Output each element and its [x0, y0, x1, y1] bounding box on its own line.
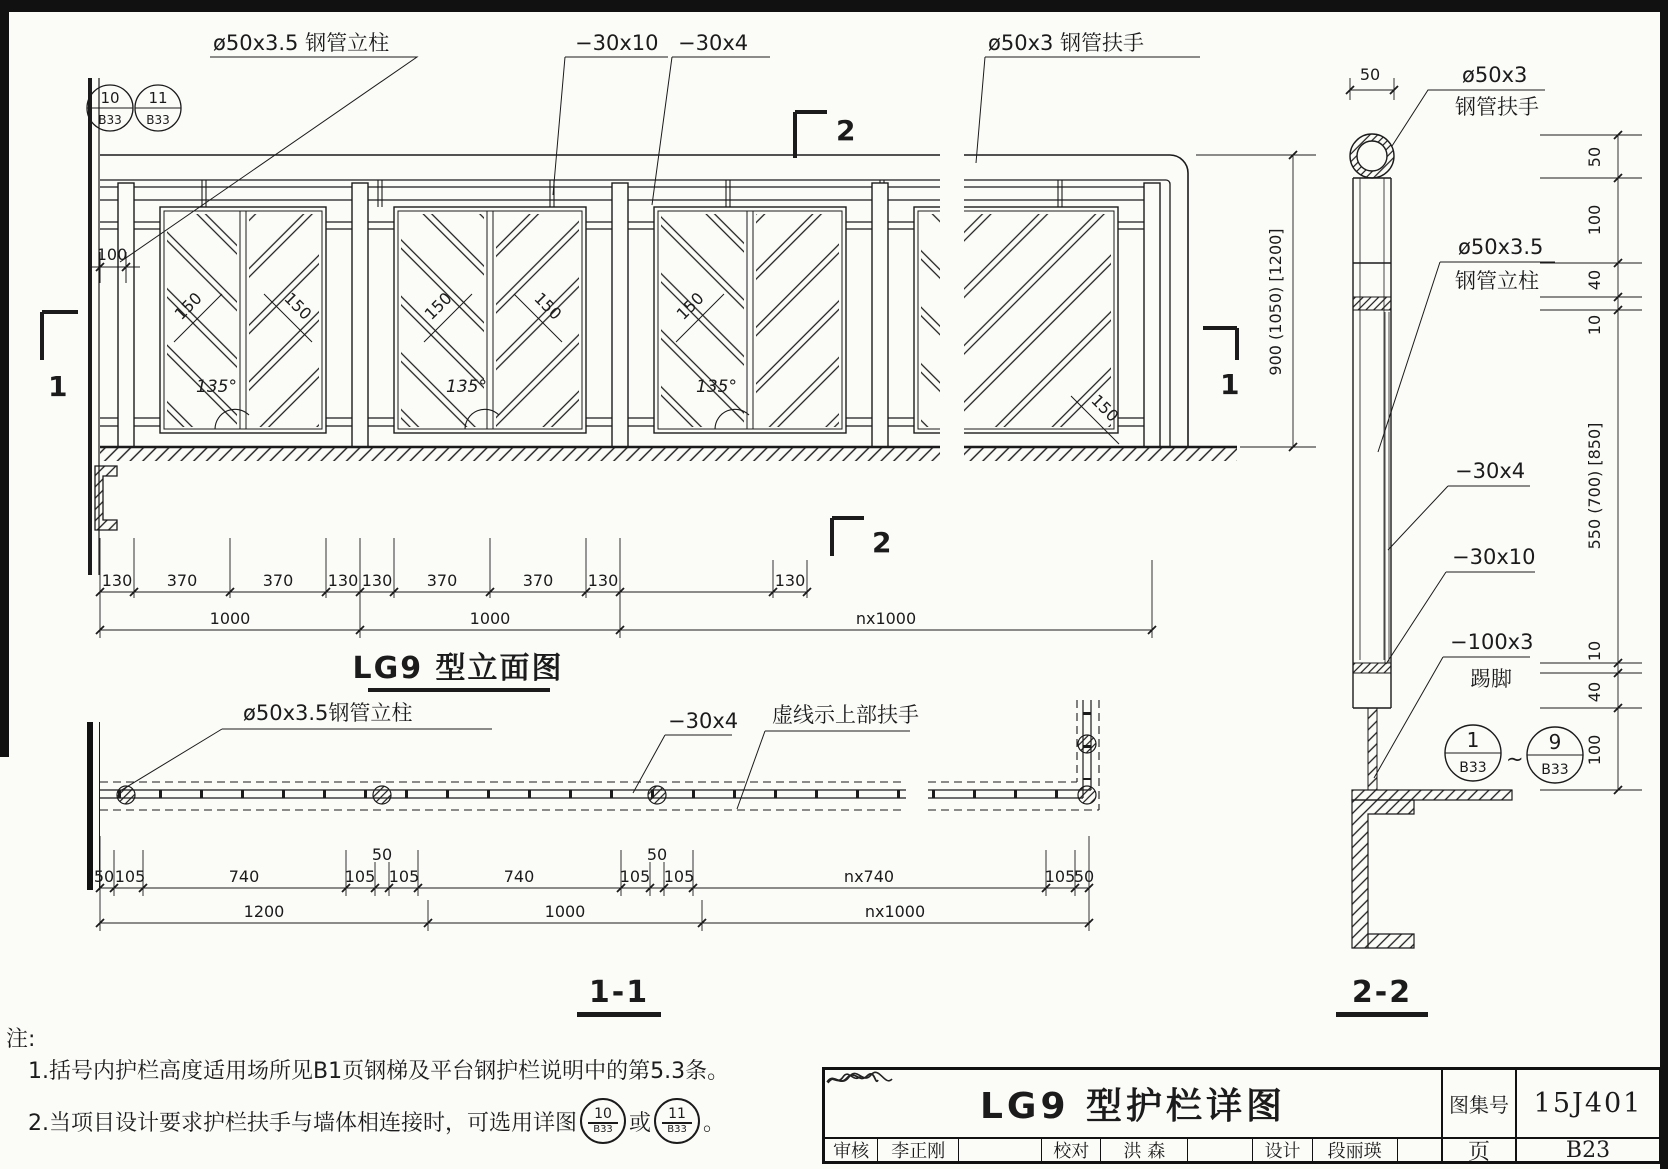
dim: 370: [166, 571, 198, 590]
dim: 130: [327, 571, 359, 590]
dim: nx740: [843, 867, 895, 886]
page-label: 页: [1443, 1139, 1517, 1161]
page-number: B23: [1565, 1139, 1611, 1161]
dim: 1000: [544, 902, 586, 921]
note-2-or: 或: [629, 1110, 652, 1136]
label-30x4: −30x4: [678, 31, 749, 55]
sec-leaders: [1374, 90, 1555, 778]
dim: 105: [1044, 867, 1076, 886]
dim-150: 150: [420, 288, 456, 324]
plan-label-post: ø50x3.5钢管立柱: [243, 701, 413, 725]
plan-label-30x4: −30x4: [668, 709, 739, 733]
section-texts: [1336, 63, 1604, 1017]
dim: 740: [228, 867, 260, 886]
sec-label-post-size: ø50x3.5: [1458, 235, 1544, 259]
label-post: ø50x3.5 钢管立柱: [213, 31, 390, 55]
dim: 10: [1585, 640, 1604, 662]
wall-plan: [87, 722, 93, 890]
dim: 105: [388, 867, 420, 886]
bar-30x10-bottom: [1353, 663, 1391, 673]
break-gap: [940, 140, 964, 474]
note-2: [28, 1098, 725, 1144]
dim: 105: [344, 867, 376, 886]
plan-label-dashed: 虚线示上部扶手: [772, 703, 919, 727]
review-name: 李正刚: [878, 1139, 959, 1161]
section-2-bottom: 2: [872, 526, 892, 559]
label-handrail: ø50x3 钢管扶手: [988, 31, 1145, 55]
dim: nx1000: [864, 902, 926, 921]
review-label: 审核: [825, 1139, 878, 1161]
dim: 40: [1585, 681, 1604, 703]
plan-leaders: [120, 729, 910, 809]
plan-texts: [94, 701, 1094, 1017]
dim: 550 (700) [850]: [1585, 422, 1604, 550]
dim: 130: [774, 571, 806, 590]
atlas-number: 15J401: [1517, 1070, 1659, 1139]
plan-dim-row1: [93, 836, 1093, 896]
check-label: 校对: [1042, 1139, 1101, 1161]
dim-100-text: 100: [96, 245, 128, 264]
dim: 105: [114, 867, 146, 886]
title-underline: [577, 1012, 661, 1017]
bubble-page: B33: [593, 1123, 613, 1135]
dim: 1200: [243, 902, 285, 921]
tilde: ~: [1506, 747, 1524, 771]
note-2-end: 。: [703, 1110, 726, 1136]
bubble-page: B33: [1459, 760, 1487, 776]
dim-150: 150: [672, 288, 708, 324]
channel-section: [1352, 800, 1414, 948]
dim: 1000: [469, 609, 511, 628]
check-signature: [1188, 1139, 1253, 1161]
dim: 50: [1585, 146, 1604, 168]
elevation-title: LG9 型立面图: [352, 651, 564, 686]
dim: 130: [587, 571, 619, 590]
elev-dim-row2: [96, 560, 1156, 638]
sec-label-handrail: 钢管扶手: [1455, 95, 1539, 119]
bubble-num: 9: [1548, 730, 1562, 754]
bubble-num: 11: [668, 1106, 686, 1123]
check-name: 洪 森: [1101, 1139, 1188, 1161]
bubble-page: B33: [667, 1123, 687, 1135]
dim: 105: [619, 867, 651, 886]
detail-bubble-11: [654, 1098, 700, 1144]
dim: 130: [101, 571, 133, 590]
note-2-text: 2.当项目设计要求护栏扶手与墙体相连接时，可选用详图: [28, 1110, 577, 1136]
review-signature: [959, 1139, 1042, 1161]
sec-label-post: 钢管立柱: [1455, 269, 1539, 293]
dim-150: 150: [530, 288, 566, 324]
bar-30x10-top: [1353, 297, 1391, 310]
bubble-num: 1: [1466, 728, 1480, 752]
floor-hatch: [100, 448, 1237, 461]
sec-label-handrail-size: ø50x3: [1462, 63, 1528, 87]
notes-heading: 注:: [6, 1027, 36, 1052]
note-1: 1.括号内护栏高度适用场所见B1页钢梯及平台钢护栏说明中的第5.3条。: [28, 1059, 730, 1084]
dim: 50: [646, 845, 668, 864]
bubble-page: B33: [98, 113, 122, 127]
kick-plate: [1368, 708, 1377, 790]
platform-plate: [1352, 790, 1512, 800]
section-1-left: 1: [48, 370, 68, 403]
dim: 130: [361, 571, 393, 590]
design-signature: [1398, 1139, 1441, 1161]
section-1-right: 1: [1220, 368, 1240, 401]
plan-view: [87, 700, 1099, 931]
bar-30x4-edge: [1385, 312, 1389, 663]
sheet-title: LG9 型护栏详图: [825, 1070, 1443, 1139]
dim: 105: [663, 867, 695, 886]
detail-bubble-10: [580, 1098, 626, 1144]
dim: 50: [1073, 867, 1095, 886]
bubble-page: B33: [1541, 762, 1569, 778]
elev-height-dim: [1196, 151, 1316, 451]
dim-150: 150: [170, 288, 206, 324]
plan-posts: [117, 735, 1096, 804]
dim: 100: [1585, 204, 1604, 236]
dim: 40: [1585, 269, 1604, 291]
dim-135: 135°: [196, 377, 237, 397]
dim: 740: [503, 867, 535, 886]
atlas-label: 图集号: [1443, 1070, 1517, 1139]
design-name: 段丽瑛: [1313, 1139, 1398, 1161]
dim-135: 135°: [446, 377, 487, 397]
dim: 370: [262, 571, 294, 590]
bubble-num: 11: [148, 89, 168, 107]
dim: 10: [1585, 314, 1604, 336]
dim: 1000: [209, 609, 251, 628]
dim-150: 150: [1087, 390, 1123, 426]
channel-left: [95, 466, 117, 530]
dim: 50: [371, 845, 393, 864]
spacer-bars: [202, 180, 1062, 207]
dim: 100: [1585, 734, 1604, 766]
bubble-page: B33: [146, 113, 170, 127]
sec-label-kick: 踢脚: [1470, 667, 1512, 691]
dim-135: 135°: [696, 377, 737, 397]
dim-150: 150: [280, 288, 316, 324]
elevation-view: [42, 57, 1316, 638]
bubble-num: 10: [100, 89, 120, 107]
dim-height-text: 900 (1050) [1200]: [1266, 228, 1285, 376]
title-block: [822, 1067, 1662, 1164]
dim: 50: [1359, 65, 1381, 84]
section-2-top: 2: [836, 114, 856, 147]
bubble-num: 10: [594, 1106, 612, 1123]
sec-label-kick-size: −100x3: [1450, 630, 1534, 654]
sec-label-30x10: −30x10: [1452, 545, 1536, 569]
dim: 370: [522, 571, 554, 590]
title-underline: [1336, 1012, 1428, 1017]
approval-row: [825, 1139, 1443, 1161]
section-title: 2-2: [1351, 975, 1413, 1010]
plan-break: [906, 776, 926, 816]
dim: nx1000: [855, 609, 917, 628]
sec-label-30x4: −30x4: [1455, 459, 1526, 483]
dim: 50: [93, 867, 115, 886]
plan-title: 1-1: [588, 975, 650, 1010]
panel-2: [394, 207, 586, 433]
dim: 370: [426, 571, 458, 590]
label-30x10: −30x10: [575, 31, 659, 55]
title-underline: [368, 688, 550, 692]
design-label: 设计: [1253, 1139, 1312, 1161]
